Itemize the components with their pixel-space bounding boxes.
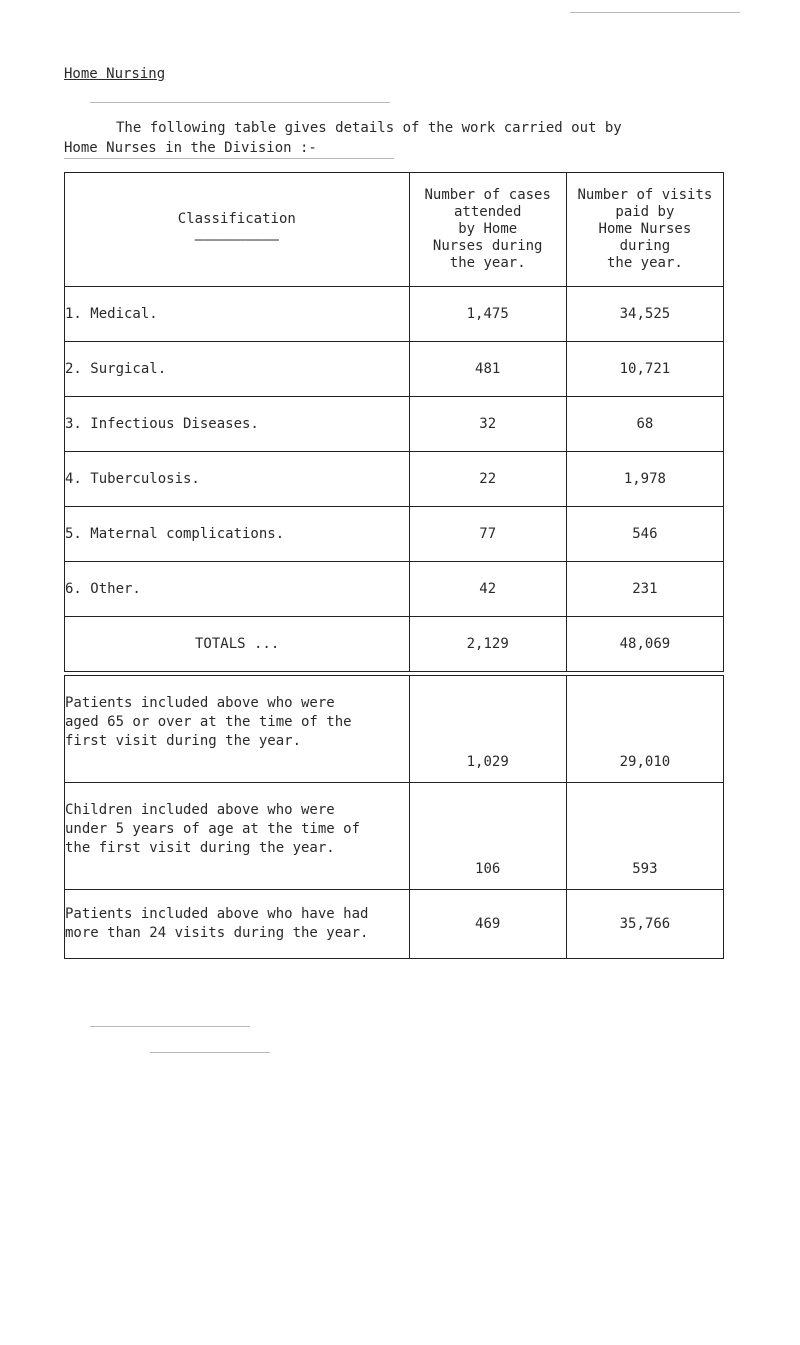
table-row bbox=[65, 507, 724, 562]
table-row bbox=[65, 342, 724, 397]
header-visits: Number of visits paid by Home Nurses during the year. bbox=[566, 173, 723, 287]
scan-artifact-line bbox=[64, 158, 394, 159]
intro-line-1: The following table gives details of the work carried out by bbox=[116, 120, 622, 136]
page-heading: Home Nursing bbox=[64, 66, 166, 82]
row-visits: 546 bbox=[566, 507, 723, 562]
row-cases: 77 bbox=[409, 507, 566, 562]
scan-artifact-line bbox=[150, 1052, 270, 1053]
row-visits: 34,525 bbox=[566, 287, 723, 342]
table-row bbox=[65, 287, 724, 342]
extra-visits: 593 bbox=[566, 783, 723, 890]
row-cases: 22 bbox=[409, 452, 566, 507]
row-label: 3. Infectious Diseases. bbox=[65, 397, 410, 452]
row-label: 5. Maternal complications. bbox=[65, 507, 410, 562]
intro-paragraph bbox=[64, 118, 754, 158]
extra-visits: 35,766 bbox=[566, 890, 723, 959]
row-label: 2. Surgical. bbox=[65, 342, 410, 397]
extra-cases: 1,029 bbox=[409, 676, 566, 783]
table-row bbox=[65, 397, 724, 452]
row-cases: 481 bbox=[409, 342, 566, 397]
scan-artifact-line bbox=[90, 102, 390, 103]
extra-visits: 29,010 bbox=[566, 676, 723, 783]
extra-label: Children included above who were under 5 years of age at the time of the first visit during the year. bbox=[65, 783, 410, 890]
row-label: 4. Tuberculosis. bbox=[65, 452, 410, 507]
row-cases: 32 bbox=[409, 397, 566, 452]
extra-cases: 106 bbox=[409, 783, 566, 890]
row-cases: 42 bbox=[409, 562, 566, 617]
row-label: 1. Medical. bbox=[65, 287, 410, 342]
table-row bbox=[65, 676, 724, 783]
table-row bbox=[65, 452, 724, 507]
row-visits: 231 bbox=[566, 562, 723, 617]
table-header-row bbox=[65, 173, 724, 287]
row-visits: 1,978 bbox=[566, 452, 723, 507]
intro-line-2: Home Nurses in the Division :- bbox=[64, 140, 317, 156]
scan-artifact-line bbox=[90, 1026, 250, 1027]
totals-cases: 2,129 bbox=[409, 617, 566, 672]
extra-label: Patients included above who have had more than 24 visits during the year. bbox=[65, 890, 410, 959]
row-visits: 68 bbox=[566, 397, 723, 452]
totals-row bbox=[65, 617, 724, 672]
table-row bbox=[65, 890, 724, 959]
header-classification: Classification —————————— bbox=[65, 173, 410, 287]
totals-label: TOTALS ... bbox=[65, 617, 410, 672]
totals-visits: 48,069 bbox=[566, 617, 723, 672]
header-cases: Number of cases attended by Home Nurses during the year. bbox=[409, 173, 566, 287]
home-nursing-table bbox=[64, 172, 724, 959]
row-label: 6. Other. bbox=[65, 562, 410, 617]
scan-artifact-line bbox=[570, 12, 740, 13]
table-row bbox=[65, 562, 724, 617]
extra-label: Patients included above who were aged 65 or over at the time of the first visit during the year. bbox=[65, 676, 410, 783]
row-cases: 1,475 bbox=[409, 287, 566, 342]
extra-cases: 469 bbox=[409, 890, 566, 959]
table-row bbox=[65, 783, 724, 890]
row-visits: 10,721 bbox=[566, 342, 723, 397]
